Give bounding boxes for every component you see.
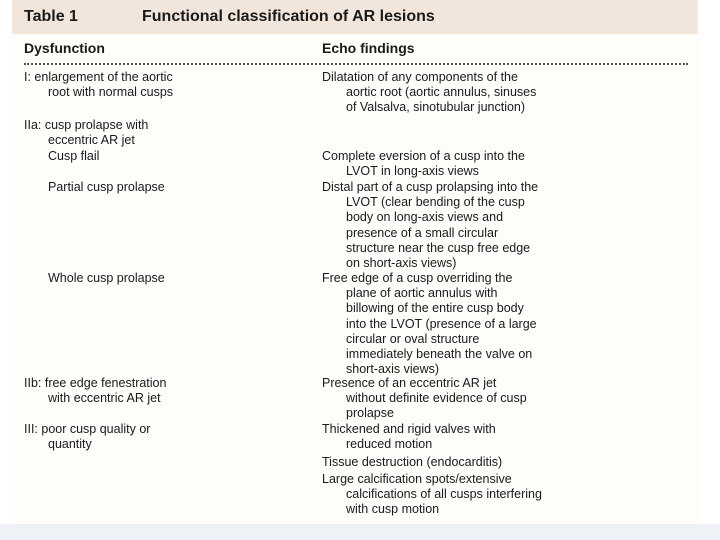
- cell-line: short-axis views): [346, 362, 440, 377]
- cell-line: immediately beneath the valve on: [346, 347, 533, 362]
- cell-line: billowing of the entire cusp body: [346, 301, 524, 316]
- cell-line: without definite evidence of cusp: [346, 391, 527, 406]
- cell-line: with cusp motion: [346, 502, 440, 517]
- row-4-echo: [322, 180, 694, 271]
- row-6-dysfunction: [24, 376, 304, 406]
- cell-line: reduced motion: [346, 437, 433, 452]
- row-9-echo: [322, 472, 694, 518]
- cell-line: IIb: free edge fenestration: [24, 376, 167, 390]
- cell-line: quantity: [48, 437, 92, 452]
- table-title: Functional classification of AR lesions: [142, 8, 435, 25]
- row-1-dysfunction: [24, 70, 304, 100]
- cell-line: Distal part of a cusp prolapsing into the: [322, 180, 539, 194]
- header-divider: [24, 63, 688, 65]
- cell-line: root with normal cusps: [48, 85, 174, 100]
- cell-line: of Valsalva, sinotubular junction): [346, 100, 526, 115]
- cell-line: LVOT in long-axis views: [346, 164, 479, 179]
- cell-line: into the LVOT (presence of a large: [346, 316, 537, 331]
- table-figure: [12, 0, 698, 524]
- cell-line: on short-axis views): [346, 256, 457, 271]
- cell-line: Partial cusp prolapse: [48, 180, 165, 194]
- row-1-echo: [322, 70, 694, 116]
- row-5-echo: [322, 271, 694, 377]
- cell-line: Complete eversion of a cusp into the: [322, 149, 525, 163]
- cell-line: with eccentric AR jet: [48, 391, 161, 406]
- cell-line: Thickened and rigid valves with: [322, 422, 496, 436]
- header-dysfunction: Dysfunction: [24, 40, 105, 56]
- cell-line: presence of a small circular: [346, 225, 499, 240]
- row-7-echo: [322, 422, 694, 452]
- row-3-dysfunction: [48, 149, 304, 164]
- row-2-dysfunction: [24, 118, 304, 148]
- cell-line: structure near the cusp free edge: [346, 240, 531, 255]
- cell-line: Presence of an eccentric AR jet: [322, 376, 497, 390]
- cell-line: III: poor cusp quality or: [24, 422, 151, 436]
- table-header: [12, 36, 698, 62]
- cell-line: LVOT (clear bending of the cusp: [346, 195, 525, 210]
- cell-line: calcifications of all cusps interfering: [346, 487, 542, 502]
- header-echo-findings: Echo findings: [322, 40, 415, 56]
- cell-line: IIa: cusp prolapse with: [24, 118, 149, 132]
- bottom-strip: [0, 524, 720, 540]
- cell-line: aortic root (aortic annulus, sinuses: [346, 85, 537, 100]
- cell-line: body on long-axis views and: [346, 210, 504, 225]
- row-3-echo: [322, 149, 694, 179]
- cell-line: prolapse: [346, 406, 394, 421]
- row-6-echo: [322, 376, 694, 422]
- cell-line: Tissue destruction (endocarditis): [322, 455, 503, 469]
- row-8-echo: [322, 455, 694, 470]
- cell-line: Cusp flail: [48, 149, 100, 163]
- row-4-dysfunction: [48, 180, 304, 195]
- row-7-dysfunction: [24, 422, 304, 452]
- cell-line: Dilatation of any components of the: [322, 70, 518, 84]
- cell-line: plane of aortic annulus with: [346, 286, 498, 301]
- cell-line: Whole cusp prolapse: [48, 271, 165, 285]
- cell-line: circular or oval structure: [346, 331, 480, 346]
- cell-line: eccentric AR jet: [48, 133, 135, 148]
- row-5-dysfunction: [48, 271, 304, 286]
- table-label: Table 1: [24, 8, 78, 25]
- cell-line: Large calcification spots/extensive: [322, 472, 512, 486]
- table-title-band: [12, 0, 698, 34]
- cell-line: Free edge of a cusp overriding the: [322, 271, 513, 285]
- cell-line: I: enlargement of the aortic: [24, 70, 173, 84]
